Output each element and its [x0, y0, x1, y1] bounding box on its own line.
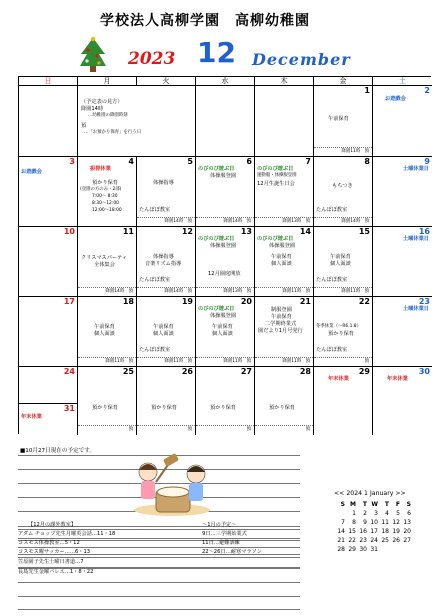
event-text: 年末休業 — [21, 414, 42, 420]
event-text: 年末休業 — [387, 376, 408, 382]
day-cell-21 — [255, 297, 314, 367]
pickup-time: 降園11時 預 — [282, 289, 310, 294]
month-number: 12 — [197, 36, 236, 69]
pickup-time: 降園11時 預 — [223, 359, 251, 364]
pickup-time: 預 — [305, 427, 310, 432]
date-number: 27 — [240, 367, 252, 376]
event-text: 体操指導 — [153, 180, 174, 186]
pickup-time: 降園13時 預 — [282, 219, 310, 224]
mini-day: 14 — [337, 528, 345, 535]
event-text: たんぽぽ教室 — [139, 207, 171, 213]
event-text: 預かり保育 — [151, 405, 177, 411]
date-number: 25 — [122, 367, 134, 376]
mini-day: 4 — [385, 510, 389, 517]
date-number: 20 — [240, 297, 252, 306]
day-cell-15 — [314, 227, 373, 297]
pickup-time: 預 — [128, 427, 133, 432]
mini-weekday: T — [362, 501, 367, 508]
christmas-tree-icon — [78, 36, 108, 74]
event-text: 預かり保育 — [92, 405, 118, 411]
mini-day: 9 — [363, 519, 367, 526]
day-cell-1 — [314, 86, 373, 157]
year-label: 2023 — [128, 49, 176, 69]
day-cell-8 — [314, 157, 373, 227]
event-text: 体操服登園 — [269, 243, 295, 249]
day-cell-10 — [19, 227, 78, 297]
event-text: 個人面談 — [94, 331, 115, 337]
day-cell-2 — [373, 86, 432, 157]
mini-day: 20 — [403, 528, 411, 535]
event-text: 午前保育 — [94, 324, 115, 330]
event-text: 体操服登園 — [210, 243, 236, 249]
next-month-item: 9日…三学期始業式 — [202, 531, 247, 537]
event-text: 体操服登園 — [210, 313, 236, 319]
pickup-time: 降園14時 預 — [164, 289, 192, 294]
mini-day: 7 — [341, 519, 345, 526]
date-number: 23 — [418, 297, 430, 306]
day-cell-26 — [137, 367, 196, 435]
mini-day: 15 — [348, 528, 356, 535]
day-cell-5 — [137, 157, 196, 227]
next-month-item: 11日…避難訓練 — [202, 540, 240, 546]
kids-mochi-illustration — [126, 452, 218, 518]
next-month-item: 22～26日…耐寒マラソン — [202, 549, 262, 555]
day-cell-7 — [255, 157, 314, 227]
legend-line: …「お預かり保育」を行う日 — [84, 130, 142, 135]
day-cell-28 — [255, 367, 314, 435]
day-cell-16 — [373, 227, 432, 297]
mini-weekday: M — [350, 501, 356, 508]
date-number: 17 — [63, 297, 75, 306]
legend-title: （予定表の見方） — [81, 99, 123, 105]
event-text: 午前保育 — [330, 254, 351, 260]
mini-day: 17 — [370, 528, 378, 535]
event-text: 12月園庭開放 — [208, 271, 241, 277]
mini-day: 1 — [352, 510, 356, 517]
event-text: お遊戯会 — [385, 96, 406, 102]
date-number: 5 — [187, 157, 193, 166]
school-title: 学校法人高柳学園 高柳幼稚園 — [100, 13, 310, 29]
mini-day: 12 — [392, 519, 400, 526]
pickup-time: 降園11時 預 — [282, 359, 310, 364]
event-text: 預かり保育 — [92, 180, 118, 186]
mini-calendar-header: << 2024 1 January >> — [334, 490, 406, 497]
event-text: 土曜休業日 — [403, 166, 429, 172]
date-number: 7 — [305, 157, 311, 166]
day-cell-blank — [196, 86, 255, 157]
event-text: たんぽぽ教室 — [139, 277, 171, 283]
day-cell-20 — [196, 297, 255, 367]
event-text: 午前保育 — [328, 116, 349, 122]
pickup-time: 降園11時 預 — [105, 359, 133, 364]
pickup-time: 降園14時 預 — [164, 219, 192, 224]
event-text: 全体集会 — [94, 262, 115, 268]
mini-day: 31 — [370, 546, 378, 553]
day-cell-blank — [255, 86, 314, 157]
event-text: 7:00～ 8:30 — [92, 194, 118, 199]
date-number: 30 — [418, 367, 430, 376]
lessons-title: 【12月の課外教室】 — [28, 522, 77, 528]
event-text: (登園の方のみ・2部) — [80, 187, 122, 192]
calendar-grid — [18, 76, 431, 434]
pickup-time: 降園11時 預 — [164, 359, 192, 364]
date-number: 26 — [181, 367, 193, 376]
mini-day: 30 — [359, 546, 367, 553]
legend-line: …幼稚園の降園時刻 — [88, 113, 128, 118]
day-cell-27 — [196, 367, 255, 435]
mini-day: 2 — [363, 510, 367, 517]
lesson-item: コスモス曜サッカー……6・13 — [18, 549, 91, 555]
day-cell-11 — [78, 227, 137, 297]
pickup-time: 預 — [364, 359, 369, 364]
day-cell-23 — [373, 297, 432, 367]
event-text: 年末休業 — [328, 376, 349, 382]
date-number: 1 — [364, 86, 370, 95]
event-text: のびのび遊ぶ日 — [198, 306, 235, 312]
event-text: 個人面談 — [153, 331, 174, 337]
lesson-item: 長島先生金曜バレエ…1・8・22 — [18, 569, 94, 575]
date-number: 18 — [122, 297, 134, 306]
date-number: 13 — [240, 227, 252, 236]
mini-weekday: S — [340, 501, 345, 508]
event-text: のびのび遊ぶ日 — [257, 166, 294, 172]
event-text: 二学期終業式 — [265, 321, 297, 327]
day-cell-14 — [255, 227, 314, 297]
date-number: 19 — [181, 297, 193, 306]
date-number: 14 — [299, 227, 311, 236]
pickup-time: 降園14時 預 — [105, 289, 133, 294]
date-number: 6 — [246, 157, 252, 166]
event-text: お遊戯会 — [21, 169, 42, 175]
event-text: 預かり保育 — [328, 331, 354, 337]
legend-cell — [78, 86, 196, 157]
event-text: 午前保育 — [212, 324, 233, 330]
next-month-title: ～1月の予定～ — [202, 522, 237, 528]
mini-day: 5 — [396, 510, 400, 517]
day-cell-17 — [19, 297, 78, 367]
legend-line: 降園14時 — [81, 106, 104, 112]
event-text: クリスマスパーティ — [81, 255, 128, 261]
event-text: たんぽぽ教室 — [316, 207, 348, 213]
event-text: のびのび遊ぶ日 — [257, 236, 294, 242]
weekday-sat: 土 — [373, 77, 432, 86]
day-cell-13 — [196, 227, 255, 297]
day-cell-6 — [196, 157, 255, 227]
mini-calendar-january — [334, 490, 424, 553]
mini-day — [334, 510, 345, 517]
weekday-wed: 水 — [196, 77, 255, 86]
mini-day: 25 — [381, 537, 389, 544]
event-text: 音楽リズム指導 — [145, 261, 182, 267]
day-cell-24-31 — [19, 367, 78, 435]
day-cell-18 — [78, 297, 137, 367]
day-cell-30 — [373, 367, 432, 435]
event-text: 運動服・体操服登園 — [257, 173, 297, 178]
legend-line: 預 — [81, 123, 87, 129]
mini-day: 28 — [337, 546, 345, 553]
event-text: 土曜休業日 — [403, 236, 429, 242]
date-number: 8 — [364, 157, 370, 166]
date-number: 15 — [358, 227, 370, 236]
day-cell-12 — [137, 227, 196, 297]
day-cell-4 — [78, 157, 137, 227]
day-cell-9 — [373, 157, 432, 227]
event-text: 個人面談 — [330, 261, 351, 267]
event-text: 土曜休業日 — [403, 306, 429, 312]
mini-day: 8 — [352, 519, 356, 526]
mini-weekday: F — [395, 501, 400, 508]
month-name: December — [252, 50, 351, 69]
weekday-mon: 月 — [78, 77, 137, 86]
event-text: のびのび遊ぶ日 — [198, 236, 235, 242]
date-number: 31 — [63, 404, 75, 413]
date-number: 29 — [358, 367, 370, 376]
mini-day: 11 — [381, 519, 389, 526]
event-text: 預かり保育 — [269, 405, 295, 411]
date-number: 3 — [69, 157, 75, 166]
event-text: 12:00～18:00 — [92, 208, 122, 213]
event-text: 個人面談 — [271, 261, 292, 267]
date-number: 2 — [424, 86, 430, 95]
event-text: 制服登園 — [271, 307, 292, 313]
day-cell-22 — [314, 297, 373, 367]
day-cell-29 — [314, 367, 373, 435]
mini-day: 29 — [348, 546, 356, 553]
mini-day: 22 — [348, 537, 356, 544]
day-cell-3 — [19, 157, 78, 227]
date-number: 28 — [299, 367, 311, 376]
mini-day: 23 — [359, 537, 367, 544]
mini-day: 19 — [392, 528, 400, 535]
event-text: たんぽぽ教室 — [139, 347, 171, 353]
weekday-fri: 金 — [314, 77, 373, 86]
event-text: 預かり保育 — [210, 405, 236, 411]
mini-day: 26 — [392, 537, 400, 544]
pickup-time: 降園11時 預 — [341, 289, 369, 294]
mini-day: 3 — [374, 510, 378, 517]
mini-day: 27 — [403, 537, 411, 544]
mini-calendar-grid — [334, 501, 424, 553]
event-text: 8:30～12:00 — [92, 201, 119, 206]
lesson-item: 笠原園子先生土曜日書道…7 — [18, 559, 84, 565]
notice-title: ■10月27日現在の予定です。 — [20, 448, 96, 454]
day-cell-25 — [78, 367, 137, 435]
pickup-time: 預 — [246, 427, 251, 432]
date-number: 24 — [63, 367, 75, 376]
mini-weekday: S — [406, 501, 411, 508]
date-number: 9 — [424, 157, 430, 166]
event-text: 午前保育 — [271, 254, 292, 260]
day-cell-19 — [137, 297, 196, 367]
event-text: 午前保育 — [271, 314, 292, 320]
mini-weekday: W — [371, 501, 378, 508]
event-text: 冬季休業（～R6.1.8） — [316, 324, 361, 329]
lesson-item: コスモス体操教室…5・12 — [18, 540, 80, 546]
event-text: たんぽぽ教室 — [316, 277, 348, 283]
mini-day: 13 — [403, 519, 411, 526]
date-number: 4 — [128, 157, 134, 166]
mini-day: 21 — [337, 537, 345, 544]
event-text: もちつき — [332, 183, 353, 189]
mini-day: 16 — [359, 528, 367, 535]
event-text: 体操服登園 — [210, 173, 236, 179]
pickup-time: 降園14時 預 — [341, 219, 369, 224]
weekday-thu: 木 — [255, 77, 314, 86]
lesson-item: アダム チョップ先生月曜英会話…11・18 — [18, 531, 116, 537]
date-number: 10 — [63, 227, 75, 236]
mini-day: 6 — [407, 510, 411, 517]
event-text: 個人面談 — [212, 331, 233, 337]
event-text: 午前保育 — [153, 324, 174, 330]
pickup-time: 預 — [187, 427, 192, 432]
weekday-sun: 日 — [19, 77, 78, 86]
mini-weekday: T — [384, 501, 389, 508]
event-text: 12月生誕生日会 — [257, 181, 295, 187]
day-cell-blank — [19, 86, 78, 157]
event-text: たんぽぽ教室 — [316, 347, 348, 353]
pickup-time: 降園11時 預 — [341, 149, 369, 154]
pickup-time: 降園13時 預 — [223, 289, 251, 294]
date-number: 22 — [358, 297, 370, 306]
pickup-time: 降園14時 預 — [223, 219, 251, 224]
weekday-tue: 火 — [137, 77, 196, 86]
mini-day: 24 — [370, 537, 378, 544]
event-text: 園だより1月号発行 — [258, 328, 303, 334]
mini-day: 18 — [381, 528, 389, 535]
date-number: 11 — [122, 227, 134, 236]
date-number: 21 — [299, 297, 311, 306]
event-text: 振替休業 — [90, 166, 111, 172]
event-text: のびのび遊ぶ日 — [198, 166, 235, 172]
mini-day: 10 — [370, 519, 378, 526]
date-number: 12 — [181, 227, 193, 236]
date-number: 16 — [418, 227, 430, 236]
event-text: 体操指導 — [153, 254, 174, 260]
